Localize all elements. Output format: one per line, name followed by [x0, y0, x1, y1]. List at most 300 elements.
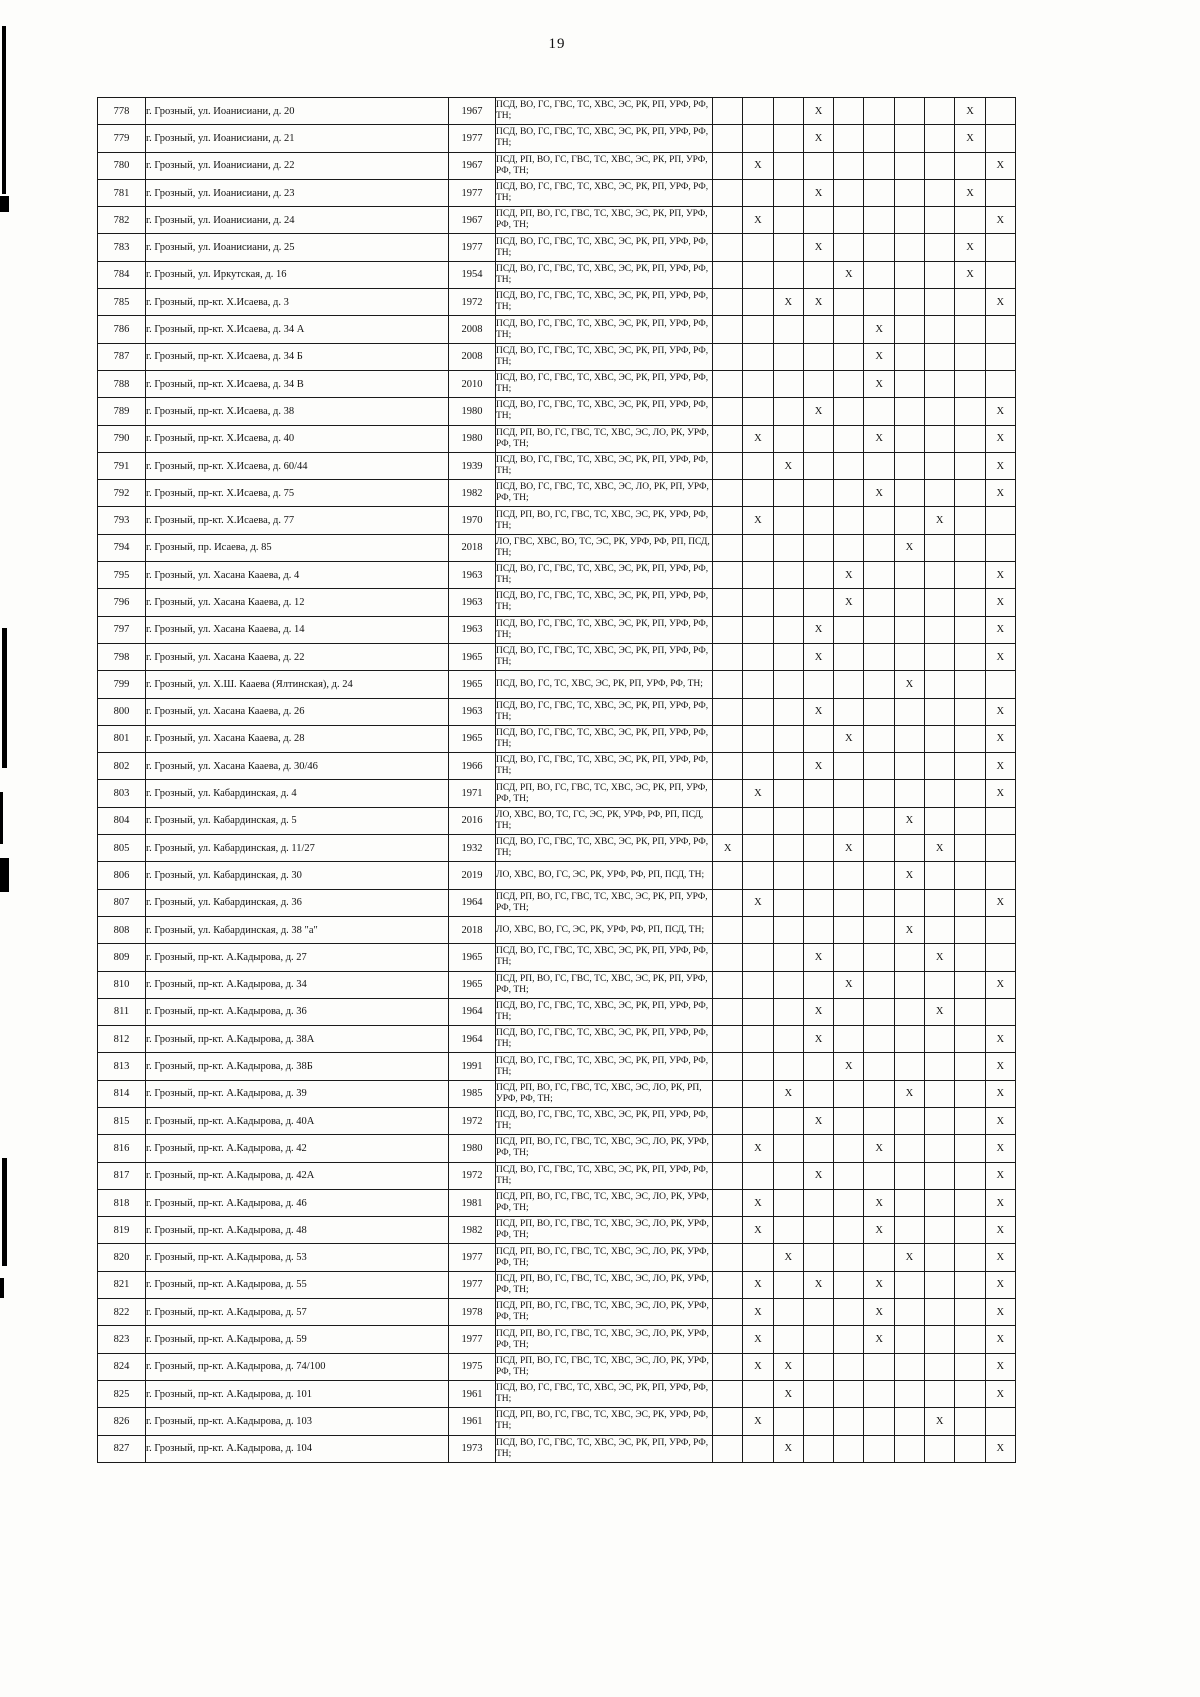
- row-address: г. Грозный, ул. Хасана Кааева, д. 30/46: [146, 753, 449, 780]
- mark-cell: [955, 780, 985, 807]
- table-row: [98, 589, 1016, 616]
- row-address: г. Грозный, ул. Хасана Кааева, д. 22: [146, 643, 449, 670]
- table-row: [98, 1053, 1016, 1080]
- table-row: [98, 671, 1016, 698]
- row-services: ПСД, ВО, ГС, ГВС, ТС, ХВС, ЭС, РК, РП, УРФ, РФ, ТН;: [496, 234, 713, 261]
- row-year: 1963: [449, 589, 496, 616]
- mark-cell: [925, 261, 955, 288]
- mark-cell: X: [864, 1299, 894, 1326]
- mark-cell: X: [985, 1026, 1015, 1053]
- mark-cell: [773, 507, 803, 534]
- mark-cell: [955, 971, 985, 998]
- mark-cell: [925, 1271, 955, 1298]
- mark-cell: [894, 1135, 924, 1162]
- row-year: 1954: [449, 261, 496, 288]
- mark-cell: [803, 1408, 833, 1435]
- mark-cell: X: [985, 1189, 1015, 1216]
- mark-cell: [743, 807, 773, 834]
- table-row: [98, 152, 1016, 179]
- table-row: [98, 1244, 1016, 1271]
- row-number: 822: [98, 1299, 146, 1326]
- mark-cell: X: [773, 452, 803, 479]
- row-number: 814: [98, 1080, 146, 1107]
- mark-cell: [925, 780, 955, 807]
- scan-artifact: [0, 792, 3, 844]
- mark-cell: [864, 780, 894, 807]
- mark-cell: X: [894, 534, 924, 561]
- mark-cell: X: [864, 370, 894, 397]
- row-year: 1964: [449, 889, 496, 916]
- row-year: 1963: [449, 562, 496, 589]
- mark-cell: X: [985, 971, 1015, 998]
- mark-cell: [955, 1026, 985, 1053]
- mark-cell: [743, 1107, 773, 1134]
- row-address: г. Грозный, пр-кт. Х.Исаева, д. 75: [146, 480, 449, 507]
- buildings-table: [97, 97, 1016, 1463]
- mark-cell: [925, 343, 955, 370]
- row-number: 810: [98, 971, 146, 998]
- mark-cell: X: [803, 698, 833, 725]
- row-services: ПСД, РП, ВО, ГС, ГВС, ТС, ХВС, ЭС, ЛО, РК, УРФ, РФ, ТН;: [496, 1244, 713, 1271]
- mark-cell: [925, 807, 955, 834]
- row-number: 792: [98, 480, 146, 507]
- mark-cell: [985, 98, 1015, 125]
- mark-cell: [955, 1053, 985, 1080]
- mark-cell: [955, 398, 985, 425]
- table-row: [98, 944, 1016, 971]
- row-year: 1961: [449, 1380, 496, 1407]
- mark-cell: [864, 207, 894, 234]
- row-year: 1972: [449, 1162, 496, 1189]
- mark-cell: [834, 1162, 864, 1189]
- mark-cell: [864, 534, 894, 561]
- mark-cell: [834, 1435, 864, 1462]
- row-address: г. Грозный, пр-кт. А.Кадырова, д. 42: [146, 1135, 449, 1162]
- mark-cell: [864, 398, 894, 425]
- mark-cell: [864, 616, 894, 643]
- mark-cell: [743, 125, 773, 152]
- mark-cell: [864, 261, 894, 288]
- mark-cell: [834, 807, 864, 834]
- table-row: [98, 1080, 1016, 1107]
- mark-cell: [743, 616, 773, 643]
- row-year: 1965: [449, 643, 496, 670]
- table-row: [98, 452, 1016, 479]
- row-address: г. Грозный, пр-кт. А.Кадырова, д. 48: [146, 1217, 449, 1244]
- mark-cell: [864, 234, 894, 261]
- mark-cell: [864, 835, 894, 862]
- mark-cell: [803, 261, 833, 288]
- mark-cell: [955, 944, 985, 971]
- mark-cell: [925, 452, 955, 479]
- table-row: [98, 1135, 1016, 1162]
- mark-cell: X: [925, 507, 955, 534]
- mark-cell: [985, 343, 1015, 370]
- row-address: г. Грозный, пр-кт. Х.Исаева, д. 34 В: [146, 370, 449, 397]
- mark-cell: [743, 1080, 773, 1107]
- row-services: ПСД, ВО, ГС, ГВС, ТС, ХВС, ЭС, РК, РП, УРФ, РФ, ТН;: [496, 179, 713, 206]
- mark-cell: X: [985, 1217, 1015, 1244]
- mark-cell: [894, 998, 924, 1025]
- mark-cell: [834, 152, 864, 179]
- mark-cell: [955, 643, 985, 670]
- row-services: ПСД, ВО, ГС, ГВС, ТС, ХВС, ЭС, РК, РП, УРФ, РФ, ТН;: [496, 370, 713, 397]
- row-year: 2018: [449, 916, 496, 943]
- row-number: 823: [98, 1326, 146, 1353]
- row-services: ПСД, ВО, ГС, ГВС, ТС, ХВС, ЭС, ЛО, РК, РП, УРФ, РФ, ТН;: [496, 480, 713, 507]
- mark-cell: [834, 343, 864, 370]
- mark-cell: [925, 698, 955, 725]
- mark-cell: [773, 998, 803, 1025]
- mark-cell: [894, 507, 924, 534]
- mark-cell: [743, 698, 773, 725]
- row-number: 797: [98, 616, 146, 643]
- table-row: [98, 289, 1016, 316]
- row-services: ЛО, ХВС, ВО, ТС, ГС, ЭС, РК, УРФ, РФ, РП, ПСД, ТН;: [496, 807, 713, 834]
- mark-cell: [925, 1217, 955, 1244]
- mark-cell: [803, 916, 833, 943]
- mark-cell: [894, 1217, 924, 1244]
- row-services: ЛО, ХВС, ВО, ГС, ЭС, РК, УРФ, РФ, РП, ПСД, ТН;: [496, 916, 713, 943]
- row-services: ПСД, РП, ВО, ГС, ГВС, ТС, ХВС, ЭС, ЛО, РК, УРФ, РФ, ТН;: [496, 1271, 713, 1298]
- row-number: 826: [98, 1408, 146, 1435]
- mark-cell: [925, 234, 955, 261]
- mark-cell: [803, 562, 833, 589]
- mark-cell: X: [985, 480, 1015, 507]
- mark-cell: [773, 889, 803, 916]
- mark-cell: X: [985, 1107, 1015, 1134]
- mark-cell: [713, 534, 743, 561]
- row-address: г. Грозный, пр-кт. Х.Исаева, д. 34 Б: [146, 343, 449, 370]
- row-address: г. Грозный, ул. Кабардинская, д. 38 "а": [146, 916, 449, 943]
- mark-cell: X: [743, 1135, 773, 1162]
- mark-cell: [864, 998, 894, 1025]
- mark-cell: [925, 671, 955, 698]
- mark-cell: X: [803, 643, 833, 670]
- mark-cell: [985, 234, 1015, 261]
- row-services: ПСД, ВО, ГС, ГВС, ТС, ХВС, ЭС, РК, РП, УРФ, РФ, ТН;: [496, 1107, 713, 1134]
- row-year: 1961: [449, 1408, 496, 1435]
- mark-cell: [743, 179, 773, 206]
- mark-cell: [803, 862, 833, 889]
- table-row: [98, 1380, 1016, 1407]
- row-address: г. Грозный, ул. Кабардинская, д. 4: [146, 780, 449, 807]
- row-number: 811: [98, 998, 146, 1025]
- mark-cell: [925, 862, 955, 889]
- row-address: г. Грозный, ул. Иоанисиани, д. 20: [146, 98, 449, 125]
- row-address: г. Грозный, ул. Х.Ш. Кааева (Ялтинская), д. 24: [146, 671, 449, 698]
- table-row: [98, 480, 1016, 507]
- mark-cell: [955, 1135, 985, 1162]
- mark-cell: [955, 807, 985, 834]
- mark-cell: [713, 398, 743, 425]
- mark-cell: [955, 316, 985, 343]
- mark-cell: [834, 207, 864, 234]
- mark-cell: [773, 562, 803, 589]
- mark-cell: [925, 971, 955, 998]
- mark-cell: [803, 835, 833, 862]
- mark-cell: [985, 370, 1015, 397]
- mark-cell: [894, 1299, 924, 1326]
- mark-cell: [894, 425, 924, 452]
- row-services: ПСД, ВО, ГС, ГВС, ТС, ХВС, ЭС, РК, РП, УРФ, РФ, ТН;: [496, 589, 713, 616]
- mark-cell: [803, 425, 833, 452]
- mark-cell: [743, 98, 773, 125]
- mark-cell: [955, 1189, 985, 1216]
- row-number: 824: [98, 1353, 146, 1380]
- table-row: [98, 916, 1016, 943]
- mark-cell: [894, 261, 924, 288]
- mark-cell: [925, 398, 955, 425]
- mark-cell: [925, 125, 955, 152]
- mark-cell: [773, 480, 803, 507]
- row-number: 809: [98, 944, 146, 971]
- mark-cell: [925, 725, 955, 752]
- mark-cell: [803, 971, 833, 998]
- mark-cell: [834, 1026, 864, 1053]
- mark-cell: X: [834, 835, 864, 862]
- row-year: 1964: [449, 1026, 496, 1053]
- mark-cell: [834, 1135, 864, 1162]
- mark-cell: X: [743, 780, 773, 807]
- mark-cell: [713, 1380, 743, 1407]
- row-year: 2018: [449, 534, 496, 561]
- mark-cell: [713, 1053, 743, 1080]
- mark-cell: [985, 1408, 1015, 1435]
- row-address: г. Грозный, пр-кт. А.Кадырова, д. 27: [146, 944, 449, 971]
- row-services: ПСД, РП, ВО, ГС, ГВС, ТС, ХВС, ЭС, ЛО, РК, УРФ, РФ, ТН;: [496, 1135, 713, 1162]
- mark-cell: X: [803, 289, 833, 316]
- mark-cell: [894, 1408, 924, 1435]
- mark-cell: [864, 971, 894, 998]
- mark-cell: [834, 1217, 864, 1244]
- row-year: 1965: [449, 725, 496, 752]
- mark-cell: [864, 944, 894, 971]
- row-services: ПСД, ВО, ГС, ГВС, ТС, ХВС, ЭС, РК, РП, УРФ, РФ, ТН;: [496, 835, 713, 862]
- row-address: г. Грозный, пр-кт. А.Кадырова, д. 55: [146, 1271, 449, 1298]
- row-year: 1980: [449, 1135, 496, 1162]
- row-number: 821: [98, 1271, 146, 1298]
- mark-cell: [894, 725, 924, 752]
- mark-cell: [803, 589, 833, 616]
- mark-cell: [955, 507, 985, 534]
- mark-cell: [773, 1026, 803, 1053]
- mark-cell: X: [985, 643, 1015, 670]
- mark-cell: X: [985, 1271, 1015, 1298]
- row-number: 808: [98, 916, 146, 943]
- row-year: 1985: [449, 1080, 496, 1107]
- table-row: [98, 889, 1016, 916]
- mark-cell: X: [743, 1326, 773, 1353]
- mark-cell: [803, 343, 833, 370]
- mark-cell: [925, 1135, 955, 1162]
- mark-cell: [834, 1353, 864, 1380]
- row-address: г. Грозный, ул. Кабардинская, д. 36: [146, 889, 449, 916]
- row-year: 1965: [449, 671, 496, 698]
- mark-cell: [773, 698, 803, 725]
- mark-cell: X: [864, 316, 894, 343]
- mark-cell: [773, 1326, 803, 1353]
- mark-cell: X: [803, 179, 833, 206]
- table-row: [98, 1353, 1016, 1380]
- mark-cell: [925, 425, 955, 452]
- mark-cell: [834, 452, 864, 479]
- row-year: 1981: [449, 1189, 496, 1216]
- mark-cell: [925, 562, 955, 589]
- mark-cell: [773, 862, 803, 889]
- row-year: 1980: [449, 398, 496, 425]
- mark-cell: X: [803, 1026, 833, 1053]
- row-address: г. Грозный, пр-кт. А.Кадырова, д. 38Б: [146, 1053, 449, 1080]
- mark-cell: [834, 534, 864, 561]
- mark-cell: [925, 1353, 955, 1380]
- mark-cell: [713, 1107, 743, 1134]
- mark-cell: [773, 98, 803, 125]
- row-address: г. Грозный, ул. Иоанисиани, д. 21: [146, 125, 449, 152]
- mark-cell: X: [985, 889, 1015, 916]
- scan-artifact: [0, 196, 9, 212]
- table-row: [98, 234, 1016, 261]
- row-address: г. Грозный, ул. Иркутская, д. 16: [146, 261, 449, 288]
- mark-cell: X: [985, 425, 1015, 452]
- mark-cell: [713, 207, 743, 234]
- mark-cell: [925, 1244, 955, 1271]
- mark-cell: X: [985, 1326, 1015, 1353]
- row-address: г. Грозный, пр-кт. А.Кадырова, д. 40А: [146, 1107, 449, 1134]
- mark-cell: [894, 234, 924, 261]
- row-services: ПСД, РП, ВО, ГС, ГВС, ТС, ХВС, ЭС, ЛО, РК, УРФ, РФ, ТН;: [496, 1217, 713, 1244]
- mark-cell: X: [743, 425, 773, 452]
- mark-cell: X: [985, 1380, 1015, 1407]
- mark-cell: [743, 589, 773, 616]
- row-services: ПСД, ВО, ГС, ГВС, ТС, ХВС, ЭС, РК, РП, УРФ, РФ, ТН;: [496, 753, 713, 780]
- mark-cell: X: [925, 1408, 955, 1435]
- mark-cell: X: [955, 179, 985, 206]
- table-row: [98, 1435, 1016, 1462]
- mark-cell: [743, 1244, 773, 1271]
- mark-cell: X: [834, 725, 864, 752]
- table-row: [98, 780, 1016, 807]
- mark-cell: [955, 1326, 985, 1353]
- row-address: г. Грозный, пр-кт. А.Кадырова, д. 57: [146, 1299, 449, 1326]
- mark-cell: [713, 179, 743, 206]
- mark-cell: X: [864, 480, 894, 507]
- mark-cell: X: [955, 125, 985, 152]
- row-services: ПСД, РП, ВО, ГС, ГВС, ТС, ХВС, ЭС, ЛО, РК, УРФ, РФ, ТН;: [496, 1326, 713, 1353]
- mark-cell: [894, 1326, 924, 1353]
- row-number: 795: [98, 562, 146, 589]
- table-body: [98, 98, 1016, 1463]
- mark-cell: [773, 152, 803, 179]
- mark-cell: X: [803, 616, 833, 643]
- mark-cell: [955, 343, 985, 370]
- mark-cell: [955, 1162, 985, 1189]
- row-address: г. Грозный, ул. Хасана Кааева, д. 28: [146, 725, 449, 752]
- row-year: 1991: [449, 1053, 496, 1080]
- mark-cell: [864, 1244, 894, 1271]
- row-address: г. Грозный, ул. Кабардинская, д. 11/27: [146, 835, 449, 862]
- mark-cell: [743, 671, 773, 698]
- row-year: 2008: [449, 343, 496, 370]
- mark-cell: [834, 671, 864, 698]
- mark-cell: X: [743, 1353, 773, 1380]
- mark-cell: [713, 698, 743, 725]
- table-row: [98, 1217, 1016, 1244]
- mark-cell: [894, 452, 924, 479]
- mark-cell: [713, 1026, 743, 1053]
- mark-cell: [834, 1107, 864, 1134]
- mark-cell: [743, 862, 773, 889]
- row-year: 1978: [449, 1299, 496, 1326]
- row-address: г. Грозный, пр-кт. Х.Исаева, д. 3: [146, 289, 449, 316]
- mark-cell: [773, 1299, 803, 1326]
- mark-cell: X: [955, 234, 985, 261]
- mark-cell: X: [955, 98, 985, 125]
- mark-cell: X: [985, 289, 1015, 316]
- mark-cell: [864, 698, 894, 725]
- mark-cell: [925, 1080, 955, 1107]
- mark-cell: [773, 1189, 803, 1216]
- mark-cell: [803, 807, 833, 834]
- row-year: 1977: [449, 234, 496, 261]
- mark-cell: X: [803, 234, 833, 261]
- mark-cell: [713, 889, 743, 916]
- table-row: [98, 179, 1016, 206]
- mark-cell: [925, 1053, 955, 1080]
- mark-cell: [894, 753, 924, 780]
- mark-cell: [834, 916, 864, 943]
- table-row: [98, 1326, 1016, 1353]
- mark-cell: [955, 289, 985, 316]
- row-services: ПСД, ВО, ГС, ГВС, ТС, ХВС, ЭС, РК, РП, УРФ, РФ, ТН;: [496, 944, 713, 971]
- mark-cell: [955, 1435, 985, 1462]
- row-services: ПСД, ВО, ГС, ГВС, ТС, ХВС, ЭС, РК, РП, УРФ, РФ, ТН;: [496, 452, 713, 479]
- row-address: г. Грозный, пр-кт. А.Кадырова, д. 103: [146, 1408, 449, 1435]
- mark-cell: X: [985, 780, 1015, 807]
- row-number: 790: [98, 425, 146, 452]
- row-address: г. Грозный, пр-кт. Х.Исаева, д. 40: [146, 425, 449, 452]
- mark-cell: X: [773, 1380, 803, 1407]
- row-services: ПСД, РП, ВО, ГС, ГВС, ТС, ХВС, ЭС, ЛО, РК, УРФ, РФ, ТН;: [496, 1353, 713, 1380]
- row-services: ПСД, ВО, ГС, ГВС, ТС, ХВС, ЭС, РК, РП, УРФ, РФ, ТН;: [496, 1053, 713, 1080]
- mark-cell: [803, 1217, 833, 1244]
- row-number: 783: [98, 234, 146, 261]
- mark-cell: [894, 398, 924, 425]
- mark-cell: [713, 562, 743, 589]
- row-number: 788: [98, 370, 146, 397]
- row-year: 1977: [449, 1326, 496, 1353]
- mark-cell: [985, 316, 1015, 343]
- table-row: [98, 1162, 1016, 1189]
- mark-cell: [803, 1053, 833, 1080]
- mark-cell: X: [985, 1162, 1015, 1189]
- mark-cell: [925, 1380, 955, 1407]
- row-services: ПСД, РП, ВО, ГС, ГВС, ТС, ХВС, ЭС, РК, УРФ, РФ, ТН;: [496, 507, 713, 534]
- mark-cell: [773, 316, 803, 343]
- mark-cell: [894, 1053, 924, 1080]
- mark-cell: [743, 534, 773, 561]
- row-number: 796: [98, 589, 146, 616]
- row-services: ЛО, ГВС, ХВС, ВО, ТС, ЭС, РК, УРФ, РФ, РП, ПСД, ТН;: [496, 534, 713, 561]
- mark-cell: [834, 316, 864, 343]
- row-address: г. Грозный, пр-кт. А.Кадырова, д. 39: [146, 1080, 449, 1107]
- mark-cell: X: [985, 1244, 1015, 1271]
- mark-cell: [894, 1189, 924, 1216]
- mark-cell: X: [894, 807, 924, 834]
- row-number: 815: [98, 1107, 146, 1134]
- mark-cell: [894, 480, 924, 507]
- mark-cell: [743, 261, 773, 288]
